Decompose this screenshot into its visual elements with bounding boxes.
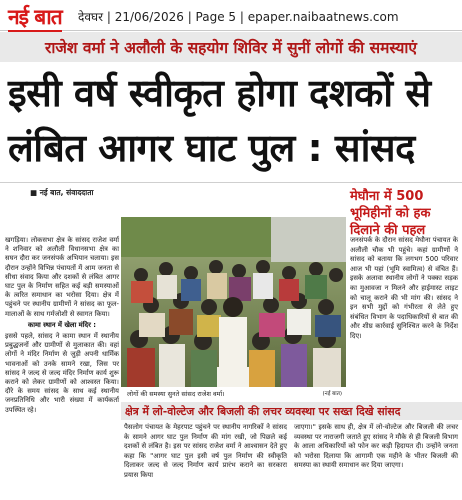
edition-meta: देवघर | 21/06/2026 | Page 5 | epaper.naibaatnews.com [78,10,399,24]
caption-text: लोगों की समस्या सुनते सांसद राजेश वर्मा। [127,390,225,398]
main-headline [8,66,458,176]
headline-line-1: इसी वर्ष स्वीकृत होगा दशकों से [8,71,431,115]
dateline-text: नई बात, संवाददाता [39,188,94,197]
bottom-story-column-1: पैसलोग पंचायत के मेहरपाट पहुंचने पर स्थानीय नागरिकों ने सांसद के सामने आगर घाट पुल निर्माण की मांग रखी, जो पिछले कई दशकों से लंबित है। इस पर सांसद राजेश वर्मा ने आश्वासन देते हुए कहा कि "आगर घाट पुल इसी वर्ष पुल निर्माण की स्वीकृति दिलाकर जल्द से जल्द निर्माण कार्य प्रारंभ कराने का सरकारा प्रयास किया [124,423,287,479]
masthead [0,0,462,31]
caption-credit: (नई बात) [322,391,342,397]
kicker-band [0,32,462,62]
kicker-text: राजेश वर्मा ने अलौली के सहयोग शिविर में सुनीं लोगों की समस्याएं [45,39,417,57]
divider [0,182,462,183]
crowd-photo-illustration [121,217,346,387]
newspaper-logo[interactable] [8,3,62,31]
main-story-subhead: कामा स्थान में खेला मंदिर : [28,320,96,329]
bottom-story-column-2: जाएगा।" इसके साथ ही, क्षेत्र में लो-वोल्टेज और बिजली की लचर व्यवस्था पर नाराजगी जताते हुए सांसद ने मौके से ही बिजली विभाग के आला अधिकारियों को फोन कर कड़ी हिदायत दी। उन्होंने जनता को भरोसा दिलाया कि आगामी एक महीने के भीतर बिजली की समस्या का स्थायी समाधान कर दिया जाएगा। [294,423,458,470]
headline-line-2: लंबित आगर घाट पुल : सांसद [8,126,415,170]
news-photo [121,217,346,387]
photo-caption [121,388,346,400]
bottom-story-headline-band [121,402,462,420]
sidebar-column: जनसंपर्क के दौरान सांसद मेघौना पंचायत के अलौली चौक भी पहुंचे। कहां ग्रामीणों ने सांसद को बताया कि लगभग 500 परिवार आज भी यहां (भूमि स्वामित्व) से वंचित हैं। इसके अलावा स्थानीय लोगों ने पक्का सड़क का मुआवजा न मिलने और हाईमास्ट लाइट को चालू कराने की भी मांग की। सांसद ने इन सभी मुद्दों को गंभीरता से लेते हुए संबंधित विभाग के पदाधिकारियों से बात की और शीघ्र कार्रवाई सुनिश्चित करने के निर्देश दिए। [350,236,458,340]
dateline [30,188,93,198]
sidebar-headline: मेघौना में 500 भूमिहीनों को हक दिलाने की पहल [350,189,431,238]
bottom-story-headline: क्षेत्र में लो-वोल्टेज और बिजली की लचर व्यवस्था पर सख्त दिखे सांसद [125,404,401,418]
main-story-para-2: इससे पहले, सांसद ने कामा स्थान में स्थानीय प्रबुद्धजनों और ग्रामीणों से मुलाकात की। वहां लोगों ने मंदिर निर्माण से जुड़ी अपनी धार्मिक भावनाओं को उनके सामने रखा, जिस पर सांसद ने जल्द से जल्द मंदिर निर्माण कार्य शुरू कराने को लेकर ग्रामीणों को आश्वस्त किया। दौरे के समय सांसद के साथ कई स्थानीय जनप्रतिनिधि और भारी संख्या में कार्यकर्ता उपस्थित रहे। [5,332,119,414]
main-story-column [5,236,119,415]
bullet-icon: ■ [30,188,38,197]
logo-text: नई बात [8,5,62,29]
main-story-para-1: खगड़िया। लोकसभा क्षेत्र के सांसद राजेश वर्मा ने शनिवार को अलौली विधानसभा क्षेत्र का सघन दौरा कर जनसंपर्क अभियान चलाया। इस दौरान उन्होंने विभिन्न पंचायतों में आम जनता से सीधा संवाद किया और दशकों से लंबित आगर घाट पुल के निर्माण सहित कई बड़ी समस्याओं के त्वरित समाधान का भरोसा दिया। क्षेत्र में पहुंचने पर स्थानीय ग्रामीणों ने सांसद का फूल-मालाओं के साथ गर्मजोशी से स्वागत किया। [5,236,119,318]
